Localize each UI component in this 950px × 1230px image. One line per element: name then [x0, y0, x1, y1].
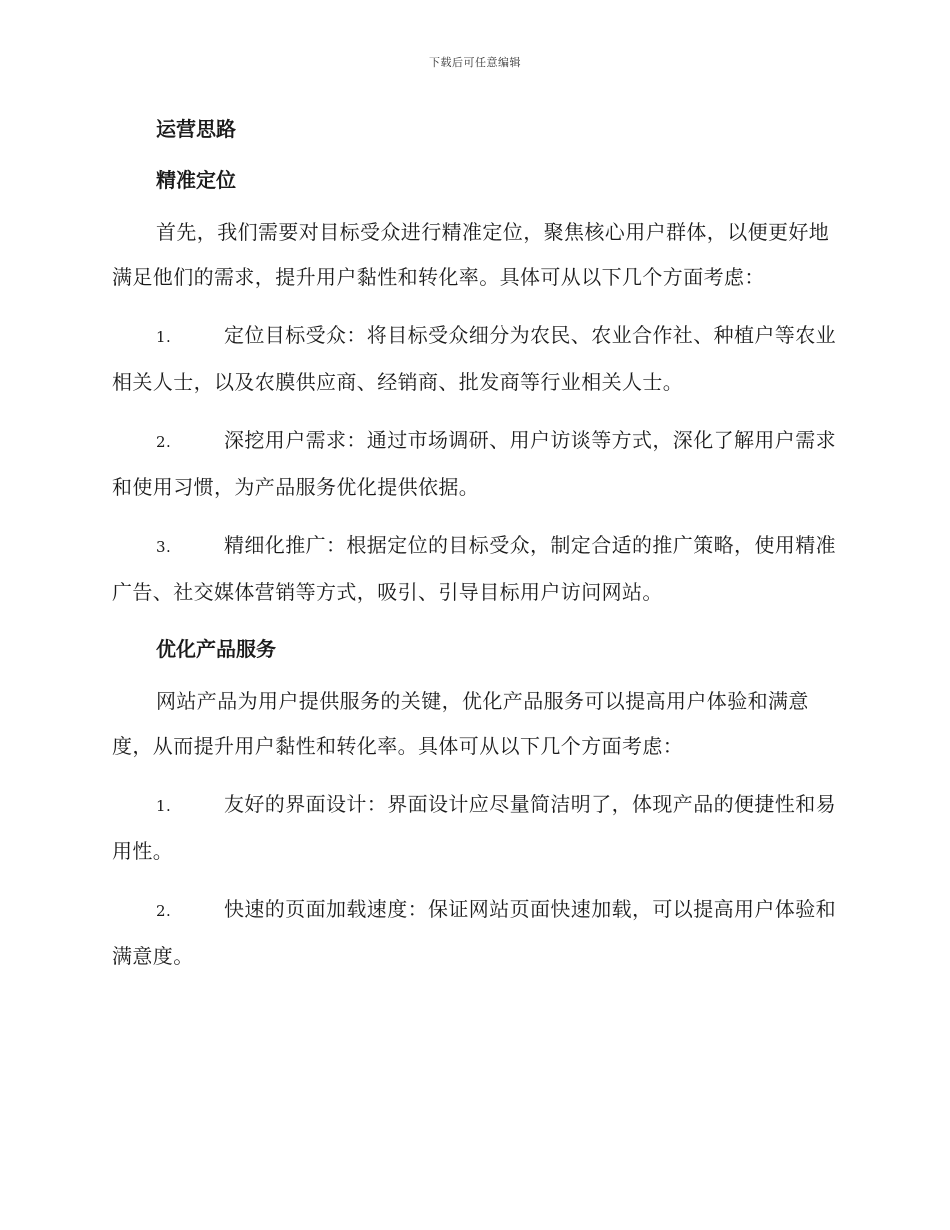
list-item-text: 深挖用户需求：通过市场调研、用户访谈等方式，深化了解用户需求和使用习惯，为产品服务优化提供依据。	[112, 428, 836, 499]
list-number: 2.	[156, 433, 172, 451]
list-item-text: 精细化推广：根据定位的目标受众，制定合适的推广策略，使用精准广告、社交媒体营销等方式，吸引、引导目标用户访问网站。	[112, 533, 836, 604]
heading-optimize-service: 优化产品服务	[156, 637, 276, 661]
paragraph-positioning-intro: 首先，我们需要对目标受众进行精准定位，聚焦核心用户群体，以便更好地满足他们的需求，提升用户黏性和转化率。具体可从以下几个方面考虑：	[112, 220, 830, 289]
list-item	[112, 887, 836, 979]
list-item	[112, 782, 836, 874]
list-item-text: 定位目标受众：将目标受众细分为农民、农业合作社、种植户等农业相关人士，以及农膜供应商、经销商、批发商等行业相关人士。	[112, 323, 836, 394]
document-body	[112, 112, 836, 979]
list-item-text: 快速的页面加载速度：保证网站页面快速加载，可以提高用户体验和满意度。	[112, 897, 836, 968]
list-item	[112, 523, 836, 615]
list-number: 2.	[156, 902, 172, 920]
list-item-text: 友好的界面设计：界面设计应尽量简洁明了，体现产品的便捷性和易用性。	[112, 792, 836, 863]
list-number: 1.	[156, 797, 172, 815]
paragraph-service-intro: 网站产品为用户提供服务的关键，优化产品服务可以提高用户体验和满意度，从而提升用户黏性和转化率。具体可从以下几个方面考虑：	[112, 689, 809, 758]
list-item	[112, 418, 836, 510]
list-number: 3.	[156, 538, 172, 556]
heading-precise-positioning: 精准定位	[156, 168, 236, 192]
section-title: 运营思路	[156, 117, 236, 141]
list-number: 1.	[156, 328, 172, 346]
list-item	[112, 313, 836, 405]
header-note: 下载后可任意编辑	[429, 56, 521, 69]
